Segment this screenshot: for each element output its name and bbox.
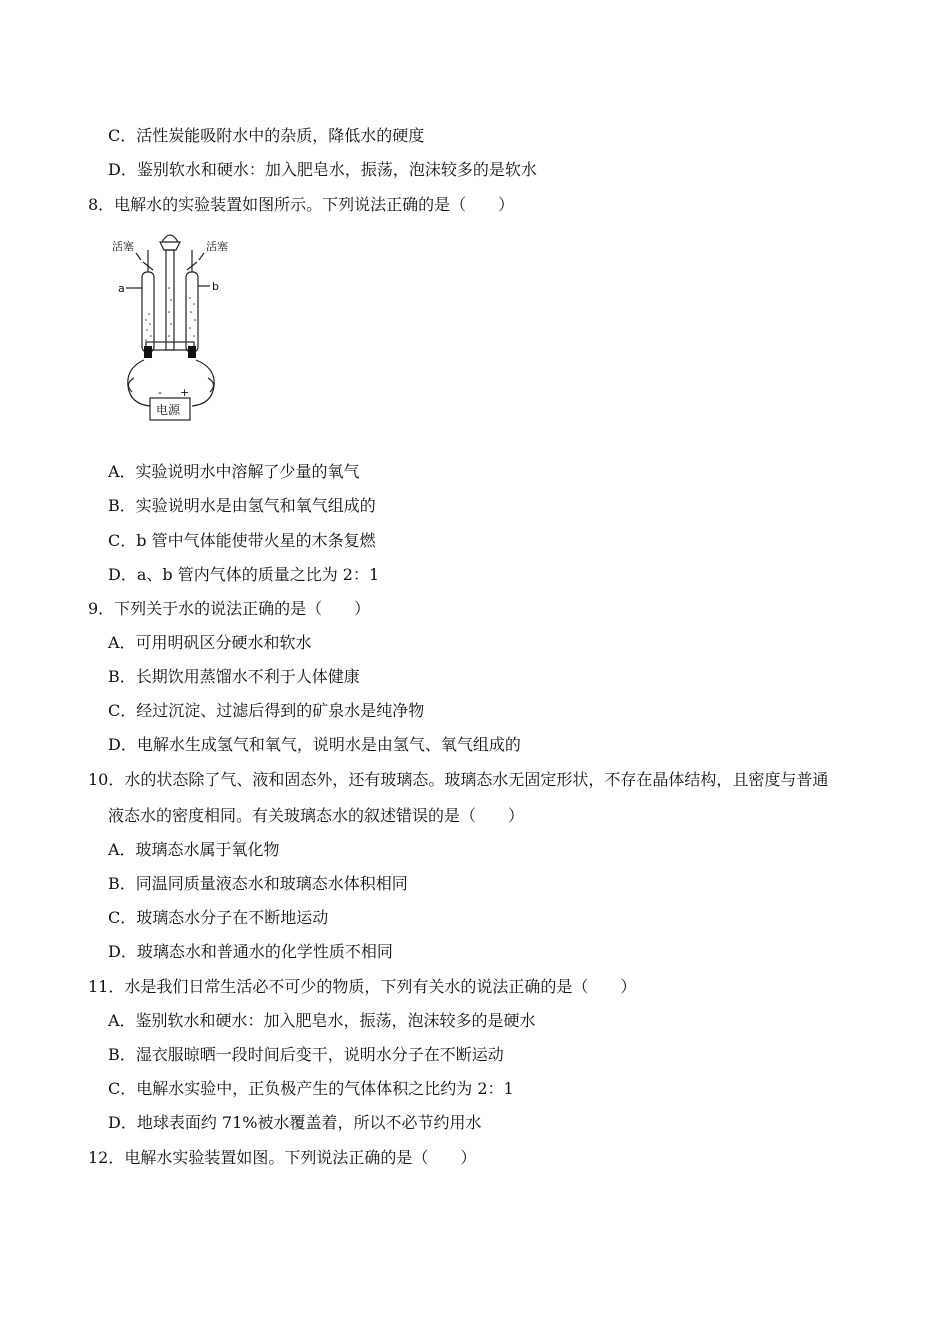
question-11-option-d: D．地球表面约 71%被水覆盖着，所以不必节约用水 [108,1113,482,1132]
question-9-stem: 9．下列关于水的说法正确的是（ ） [88,599,371,618]
valve-left-label: 活塞 [112,240,134,253]
question-12-stem: 12．电解水实验装置如图。下列说法正确的是（ ） [88,1148,477,1167]
question-11-option-c: C．电解水实验中，正负极产生的气体体积之比约为 2：1 [108,1079,514,1098]
question-10-option-d: D．玻璃态水和普通水的化学性质不相同 [108,942,393,961]
question-8-stem: 8．电解水的实验装置如图所示。下列说法正确的是（ ） [88,195,515,214]
electrolysis-apparatus-figure [106,228,254,434]
question-8-option-d: D．a、b 管内气体的质量之比为 2：1 [108,565,380,584]
prev-option-d: D．鉴别软水和硬水：加入肥皂水，振荡，泡沫较多的是软水 [108,160,537,179]
question-11-option-b: B．湿衣服晾晒一段时间后变干，说明水分子在不断运动 [108,1045,504,1064]
negative-terminal-label: - [158,386,162,399]
question-11-stem: 11．水是我们日常生活必不可少的物质，下列有关水的说法正确的是（ ） [88,977,637,996]
question-10-option-a: A．玻璃态水属于氧化物 [108,840,280,859]
question-11-option-a: A．鉴别软水和硬水：加入肥皂水，振荡，泡沫较多的是硬水 [108,1011,536,1030]
prev-option-c: C．活性炭能吸附水中的杂质，降低水的硬度 [108,126,425,145]
positive-terminal-label: + [180,386,190,399]
question-10-option-b: B．同温同质量液态水和玻璃态水体积相同 [108,874,408,893]
question-8-option-c: C．b 管中气体能使带火星的木条复燃 [108,531,376,550]
question-10-stem-line2: 液态水的密度相同。有关玻璃态水的叙述错误的是（ ） [108,806,525,825]
question-8-option-b: B．实验说明水是由氢气和氧气组成的 [108,496,376,515]
question-8-option-a: A．实验说明水中溶解了少量的氧气 [108,462,360,481]
question-10-option-c: C．玻璃态水分子在不断地运动 [108,908,329,927]
question-9-option-d: D．电解水生成氢气和氧气，说明水是由氢气、氧气组成的 [108,735,521,754]
valve-right-label: 活塞 [206,240,228,253]
question-9-option-c: C．经过沉淀、过滤后得到的矿泉水是纯净物 [108,701,425,720]
tube-a-label: a [118,282,125,295]
question-10-stem-line1: 10．水的状态除了气、液和固态外，还有玻璃态。玻璃态水无固定形状，不存在晶体结构，且密度与普通 [88,770,829,789]
electrolysis-apparatus-diagram [106,228,254,434]
tube-b-label: b [212,280,219,293]
power-source-label: 电源 [156,403,181,417]
question-9-option-a: A．可用明矾区分硬水和软水 [108,633,312,652]
question-9-option-b: B．长期饮用蒸馏水不利于人体健康 [108,667,360,686]
